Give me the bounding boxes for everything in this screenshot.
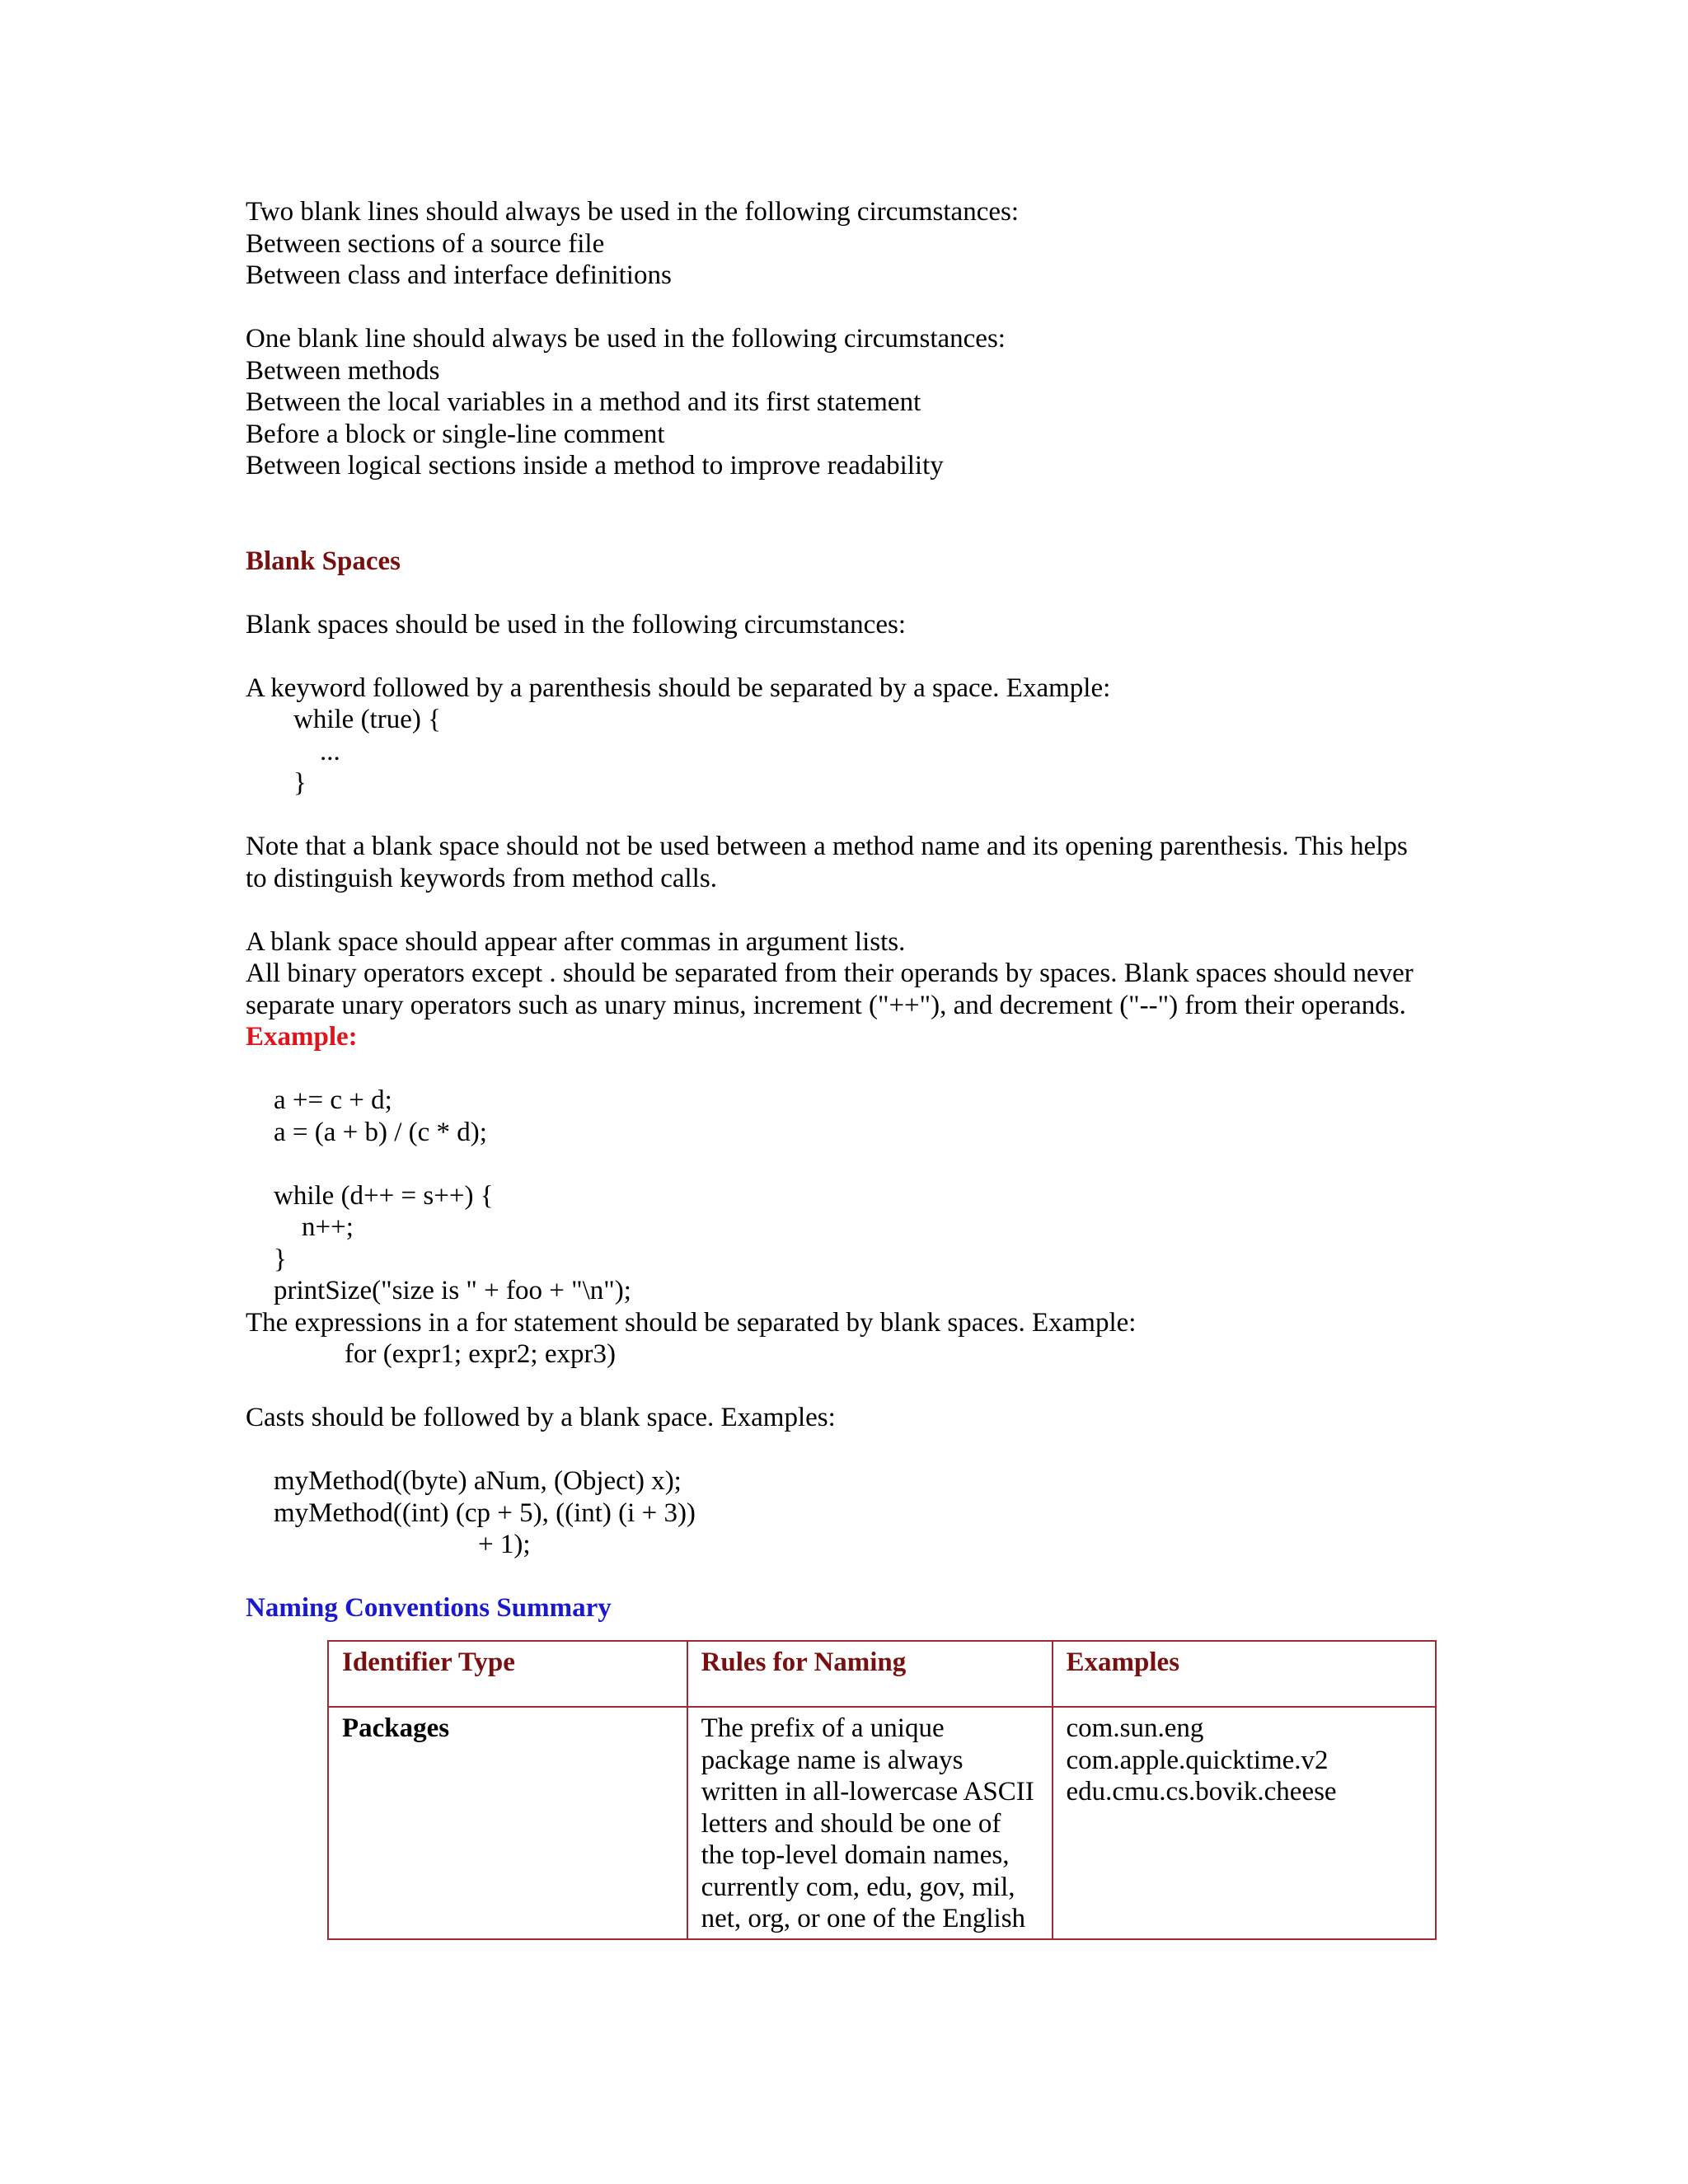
rules-line: written in all-lowercase ASCII [701, 1777, 1034, 1807]
table-header-row [328, 1641, 1436, 1707]
table-row [328, 1707, 1436, 1939]
list-item: Between methods [246, 355, 440, 386]
column-header: Identifier Type [328, 1641, 687, 1707]
note-paragraph-line: Note that a blank space should not be used between a method name and its opening parenthesis. This helps [246, 832, 1408, 861]
examples-cell [1053, 1707, 1436, 1939]
one-blank-line-intro: One blank line should always be used in the following circumstances: [246, 324, 1006, 354]
rules-cell [687, 1707, 1053, 1939]
section-heading-naming-conventions: Naming Conventions Summary [246, 1593, 612, 1623]
blank-spaces-intro: Blank spaces should be used in the following circumstances: [246, 609, 906, 640]
list-item: Between the local variables in a method and its first statement [246, 387, 921, 417]
note-paragraph-line: to distinguish keywords from method calls. [246, 863, 717, 893]
example-line: com.apple.quicktime.v2 [1066, 1745, 1329, 1775]
binary-operator-rule-line: All binary operators except . should be separated from their operands by spaces. Blank spaces should never [246, 958, 1414, 988]
code-line: printSize("size is " + foo + "\n"); [274, 1276, 631, 1305]
code-line: + 1); [478, 1530, 531, 1559]
column-header: Rules for Naming [687, 1641, 1053, 1707]
rules-line: letters and should be one of [701, 1808, 1001, 1839]
list-item: Between class and interface definitions [246, 260, 672, 290]
rules-line: currently com, edu, gov, mil, [701, 1872, 1015, 1902]
code-line: while (true) { [293, 705, 441, 734]
column-header: Examples [1053, 1641, 1436, 1707]
comma-rule: A blank space should appear after commas in argument lists. [246, 926, 906, 957]
list-item: Before a block or single-line comment [246, 419, 665, 449]
two-blank-lines-intro: Two blank lines should always be used in the following circumstances: [246, 197, 1020, 227]
code-line: } [293, 768, 307, 798]
naming-conventions-table [327, 1640, 1437, 1940]
code-line: ... [320, 736, 340, 766]
list-item: Between logical sections inside a method to improve readability [246, 451, 944, 480]
code-line: myMethod((int) (cp + 5), ((int) (i + 3)) [274, 1497, 696, 1528]
code-line: a = (a + b) / (c * d); [274, 1117, 487, 1147]
for-statement-rule: The expressions in a for statement should be separated by blank spaces. Example: [246, 1307, 1137, 1338]
rules-line: The prefix of a unique [701, 1713, 945, 1743]
keyword-rule: A keyword followed by a parenthesis should be separated by a space. Example: [246, 673, 1111, 703]
rules-line: package name is always [701, 1745, 964, 1775]
code-line: for (expr1; expr2; expr3) [345, 1339, 616, 1369]
code-line: while (d++ = s++) { [274, 1180, 494, 1211]
document-body [246, 196, 1449, 1624]
rules-line: the top-level domain names, [701, 1840, 1010, 1870]
list-item: Between sections of a source file [246, 228, 605, 259]
code-line: a += c + d; [274, 1085, 392, 1115]
identifier-type-cell: Packages [328, 1707, 687, 1939]
code-line: } [274, 1244, 287, 1274]
rules-line: net, org, or one of the English [701, 1904, 1026, 1933]
example-label: Example: [246, 1022, 358, 1052]
code-line: n++; [302, 1212, 354, 1242]
example-line: edu.cmu.cs.bovik.cheese [1066, 1777, 1337, 1807]
binary-operator-rule-line: separate unary operators such as unary minus, increment ("++"), and decrement ("--") from their operands. [246, 990, 1406, 1020]
code-line: myMethod((byte) aNum, (Object) x); [274, 1466, 682, 1496]
section-heading-blank-spaces: Blank Spaces [246, 546, 401, 576]
example-line: com.sun.eng [1066, 1713, 1204, 1743]
cast-rule: Casts should be followed by a blank space. Examples: [246, 1403, 836, 1432]
